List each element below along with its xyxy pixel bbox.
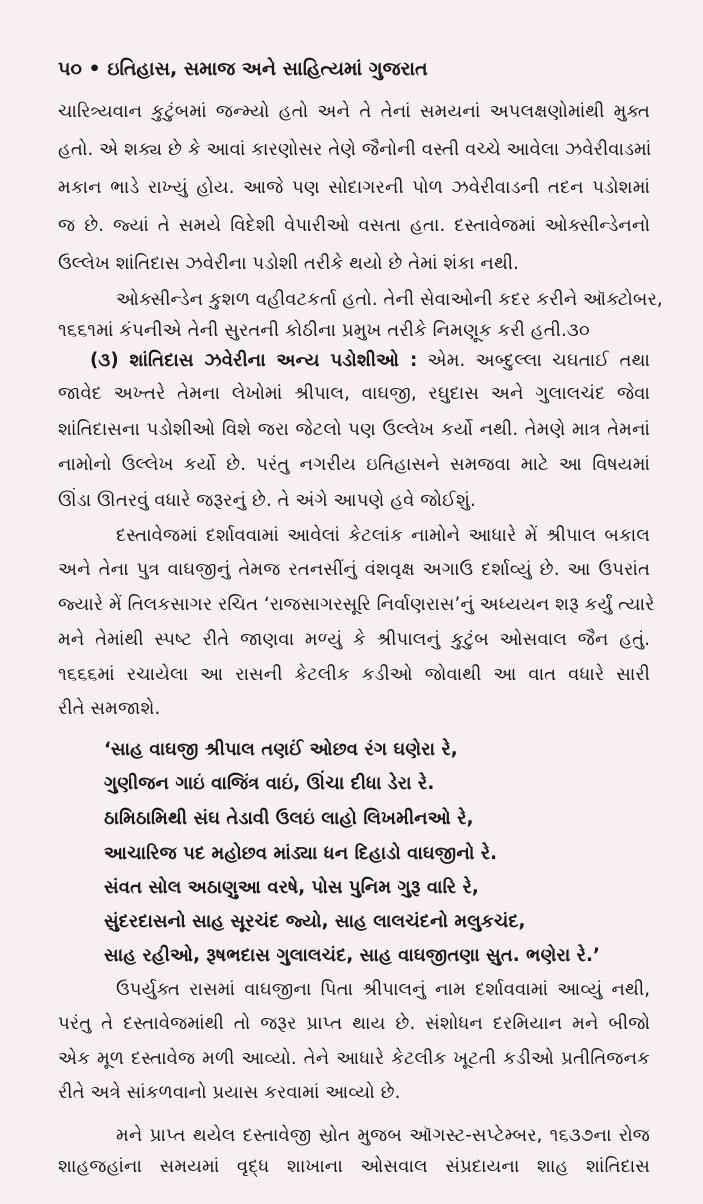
section-heading: (૩) શાંતિદાસ ઝવેરીના અન્ય પડોશીઓ : [90,350,418,371]
text-line: ઉલ્લેખ શાંતિદાસ ઝવેરીના પડોશી તરીકે થયો છે તેમાં શંકા નથી. [58,253,519,274]
verse-line: ઠામિઠામિથી સંઘ તેડાવી ઉલઇં લાહો લિખમીનઓ રે, [104,808,474,829]
running-header [58,58,428,80]
verse-line: સંવત સોલ અઠાણુઆ વરષે, પોસ પુનિમ ગુરૂ વારિ રે, [104,877,479,898]
text-line: એક મૂળ દસ્તાવેજ મળી આવ્યો. તેને આધારે કેટલીક ખૂટતી કડીઓ પ્રતીતિજનક [58,1048,650,1069]
text-line: હતો. એ શક્ય છે કે આવાં કારણોસર તેણે જૈનોની વસ્તી વચ્ચે આવેલા ઝવેરીવાડમાં [58,139,652,160]
verse-line: સાહ રહીઓ, રૂષભદાસ ગુલાલચંદ, સાહ વાઘજીતણા સુત. ભણેરા રે.’ [104,945,600,966]
text-line: દસ્તાવેજમાં દર્શાવવામાં આવેલાં કેટલાંક નામોને આધારે મેં શ્રીપાલ બકાલ [116,525,650,546]
text-line: ૧૬૬૧માં કંપનીએ તેની સુરતની કોઠીના પ્રમુખ તરીકે નિમણૂક કરી હતી.૩૦ [58,320,590,341]
text-line: ઊંડા ઊતરવું વધારે જરૂરનું છે. તે અંગે આપણે હવે જોઈશું. [58,490,476,511]
text-line: શાહજહાંના સમયમાં વૃદ્ધ શાખાના ઓસવાલ સંપ્રદાયના શાહ શાંતિદાસ [58,1156,650,1177]
text-line: ૧૬૬૬માં રચાયેલા આ રાસની કેટલીક કડીઓ જોવાથી આ વાત વધારે સારી [58,664,650,685]
text-line: જાવેદ અખ્તરે તેમના લેખોમાં શ્રીપાલ, વાઘજી, રઘુદાસ અને ગુલાલચંદ જેવા [58,383,650,404]
text-line: ચારિત્ર્યવાન કુટુંબમાં જન્મ્યો હતો અને તે તેનાં સમયનાં અપલક્ષણોમાંથી મુક્ત [58,101,650,122]
verse-line: આચારિજ પદ મહોછવ માંડ્યા ધન દિહાડો વાઘજીનો રે. [104,843,498,864]
page-number: ૫૦ [58,58,82,80]
section-heading-line [90,347,650,375]
text-line: શાંતિદાસના પડોશીઓ વિશે જરા જેટલો પણ ઉલ્લેખ કર્યો નથી. તેમણે માત્ર તેમનાં [58,419,650,440]
text-line: રીતે સમજાશે. [58,698,161,719]
text-line: રીતે અત્રે સાંકળવાનો પ્રયાસ કરવામાં આવ્યો છે. [58,1082,401,1103]
header-bullet: • [88,58,101,80]
verse-line: ગુણીજન ગાઇં વાજિંત્ર વાઇં, ઊંચા દીધા ડેરા રે. [104,773,435,794]
verse-line: ‘સાહ વાઘજી શ્રીપાલ તણઈં ઓછવ રંગ ઘણેરા રે, [104,739,458,760]
text-line: ઓક્સીન્ડેન કુશળ વહીવટકર્તા હતો. તેની સેવાઓની કદર કરીને ઑક્ટોબર, [116,289,663,310]
text-line: ઉપર્યુક્ત રાસમાં વાઘજીના પિતા શ્રીપાલનું નામ દર્શાવવામાં આવ્યું નથી, [116,979,650,1000]
text-line: જ છે. જ્યાં તે સમયે વિદેશી વેપારીઓ વસતા હતા. દસ્તાવેજમાં ઓક્સીન્ડેનનો [58,215,650,236]
book-title: ઇતિહાસ, સમાજ અને સાહિત્યમાં ગુજરાત [107,58,428,80]
text-line: નામોનો ઉલ્લેખ કર્યો છે. પરંતુ નગરીય ઇતિહાસને સમજવા માટે આ વિષયમાં [58,454,650,475]
text-line: મકાન ભાડે રાખ્યું હોય. આજે પણ સોદાગરની પોળ ઝવેરીવાડની તદન પડોશમાં [58,177,650,198]
section-heading-rest: એમ. અબ્દુલ્લા ચઘતાઈ તથા [427,350,650,371]
verse-line: સુંદરદાસનો સાહ સૂરચંદ જ્યો, સાહ લાલચંદનો મલુકચંદ, [104,911,526,932]
text-line: મને પ્રાપ્ત થયેલ દસ્તાવેજી સ્રોત મુજબ ઑગસ્ટ-સપ્ટેમ્બર, ૧૬૩૭ના રોજ [116,1125,650,1146]
text-line: જ્યારે મેં તિલકસાગર રચિત ‘રાજસાગરસૂરિ નિર્વાણરાસ’નું અધ્યયન શરૂ કર્યું ત્યારે [58,594,655,615]
text-line: પરંતુ તે દસ્તાવેજમાંથી તો જરૂર પ્રાપ્ત થાય છે. સંશોધન દરમિયાન મને બીજો [58,1013,650,1034]
text-line: અને તેના પુત્ર વાઘજીનું તેમજ રતનસીંનું વંશવૃક્ષ અગાઉ દર્શાવ્યું છે. આ ઉપરાંત [58,559,650,580]
text-line: મને તેમાંથી સ્પષ્ટ રીતે જાણવા મળ્યું કે શ્રીપાલનું કુટુંબ ઓસવાલ જૈન હતું. [58,629,650,650]
